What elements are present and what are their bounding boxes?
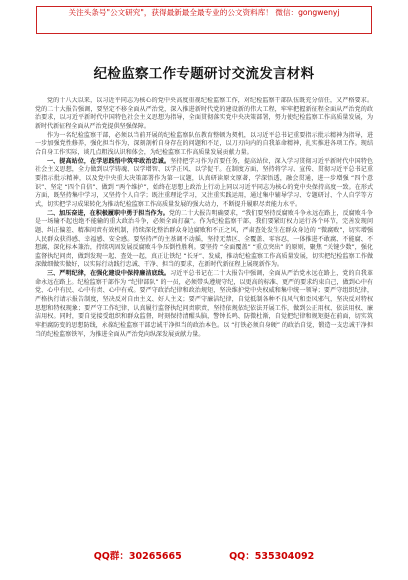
- footer-qq-group: QQ群：30265665: [93, 551, 182, 562]
- footer-contacts: [0, 548, 408, 562]
- paragraph-intro: 党的十八大以来，以习近平同志为核心的党中央高度重视纪检监察工作，对纪检监察干部队伍既充分信任，又严格要求。党的二十大报告强调，要坚定不移全面从严治党，深入推进新时代党的建设新的伟大工程，牢牢把握新征程全面从严治党的政治要求，以习近平新时代中国特色社会主义思想为指导，全面贯彻落实党中央决策部署，努力使纪检监察工作高质量发展，为新时代新征程全面从严治党提供坚强保障。: [35, 97, 373, 130]
- paragraph-context: 作为一名纪检监察干部，必须以当前开展的纪检监察队伍教育整顿为契机，以习近平总书记重要指示批示精神为指导，进一步加强党性修养，强化担当作为，深刻剖析自身存在的问题和不足，以刀刃向内的自我革命精神，扎实推进各项工作。现结合自身工作实际，谈几点粗浅认识和体会，为纪检监察工作高质量发展贡献力量。: [35, 131, 373, 156]
- banner-text: 关注头条号"公文研究"，获得最新最全最专业的公文资料库！ 微信：gongwenyj: [68, 8, 340, 17]
- section-3-heading: 三、严明纪律，在强化建设中保持廉洁底线。: [47, 270, 171, 278]
- document-title: 纪检监察工作专题研讨交流发言材料: [93, 66, 315, 82]
- paragraph-section-2: 二、加压奋进，在积极履职中勇于担当作为。党的二十大报告明确要求，“我们要坚持反腐败斗争永远在路上，反腐败斗争是一场输不起也绝不能输的重大政治斗争，必须全面打赢”。作为纪检监察干部，我们要紧盯权力运行各个环节，完善发现问题、纠正偏差、精准问责有效机制，持续深化整治群众身边腐败和不正之风，严肃查处发生在群众身边的 “微腐败”，切实增强人民群众获得感、幸福感、安全感。要坚持严的主基调不动摇，坚持无禁区、全覆盖、零容忍，一体推进不敢腐、不能腐、不想腐，深化标本兼治，持续巩固发展反腐败斗争压倒性胜利。要坚持 “全面覆盖” “重点突出” 的原则，聚焦 “关键少数”，强化监督执纪问责，做到发现一起、查处一起，真正让铁纪 “长牙”、发威，推动纪检监察工作高质量发展，切实把纪检监察工作做深做细做实做好，以实际行动践行忠诚、干净、担当的要求，在新时代新征程上展现新作为。: [35, 209, 373, 269]
- footer-qq: QQ：535304092: [229, 551, 315, 562]
- paragraph-section-3: 三、严明纪律，在强化建设中保持廉洁底线。习近平总书记在二十大报告中强调，全面从严治党永远在路上，党的自我革命永远在路上。纪检监察干部作为 “纪律部队” 的一员，必须带头遵规守纪，以更高的标准、更严的要求约束自己，做到心中有党、心中有民、心中有责、心中有戒。要严守政治纪律和政治规矩，坚决维护党中央权威和集中统一领导；要严守组织纪律，严格执行请示报告制度，坚决反对自由主义、好人主义；要严守廉洁纪律，自觉抵制各种不良风气和歪风邪气，坚决反对特权思想和特权现象；要严守工作纪律，认真履行监督执纪问责职责，坚持依规依纪依法开展工作，做到公正用权、依法用权、廉洁用权。同时，要自觉接受组织和群众监督，时刻保持清醒头脑，警钟长鸣、防微杜渐，自觉把纪律和规矩挺在前面，切实筑牢拒腐防变的思想防线，永葆纪检监察干部忠诚干净担当的政治本色。以 “打铁必须自身硬” 的政治自觉，锻造一支忠诚干净担当的纪检监察铁军，为推进全面从严治党向纵深发展贡献力量。: [35, 270, 373, 338]
- top-banner: [36, 6, 372, 34]
- document-body: [35, 97, 373, 537]
- paragraph-section-1: 一、提高站位，在学思践悟中筑牢政治忠诚。坚持把学习作为首要任务，提高站位，深入学习贯彻习近平新时代中国特色社会主义思想，全力做到以学铸魂、以学增智、以学正风、以学促干。在制度方面，坚持将学习、宣传、贯彻习近平总书记重要指示批示精神，以及党中央重大决策部署作为第一议题，认真研读原文原著，学深悟透，融会贯通，进一步增强 “四个意识”、坚定 “四个自信”、做到 “两个维护”，始终在思想上政治上行动上同以习近平同志为核心的党中央保持高度一致。在形式方面，既坚持集中学习，又坚持个人自学；既注重理论学习，又注重实践运用，通过集中辅导学习、专题研讨、个人自学等方式，切实把学习成果转化为推动纪检监察工作高质量发展的强大动力，不断提升履职尽责能力水平。: [35, 157, 373, 208]
- section-1-heading: 一、提高站位，在学思践悟中筑牢政治忠诚。: [47, 157, 171, 165]
- section-2-heading: 二、加压奋进，在积极履职中勇于担当作为。: [47, 209, 169, 217]
